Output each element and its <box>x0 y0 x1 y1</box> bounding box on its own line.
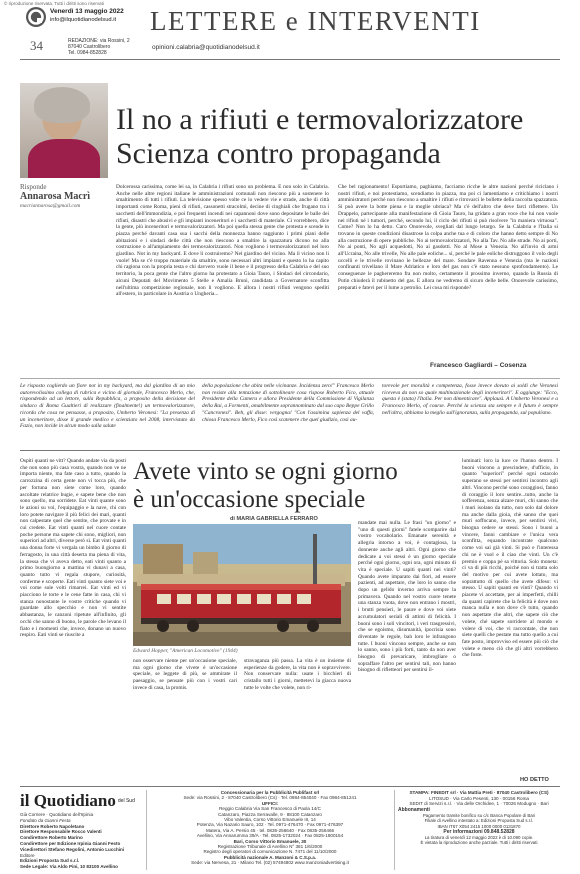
article-subcolumn-2: stravaganza più passa. La vita è un insieme di esperienze da godere, la vita non è sopravvivere. Non conservare nulla: usate i bicchieri di cristallo tutti i giorni, mettetevi la giacca nuova tutte le volte che volete, non ri- <box>244 658 351 691</box>
ads-line: UFFICI: <box>261 800 279 806</box>
ads-line: Registro degli operatori di comunicazione N. 7471 del 11/10/2000 <box>203 849 337 855</box>
ads-line: Sede: via Rossini, 2 · 87040 Castrolibero (Cs) · Tel. 0984-854040 · Fax 0984-851241 <box>183 795 357 801</box>
print-line: È vietata la riproduzione anche parziale. Tutti i diritti riservati <box>420 840 538 846</box>
quotidiano-logo-icon <box>26 7 46 27</box>
print-line: LITOSUD · Via Carlo Pesenti, 130 · 00156 Roma <box>429 795 529 801</box>
ads-line: Concessionaria per la Pubblicità Publifast srl <box>220 790 320 795</box>
print-line: SEDIT di Servizi s.r.l. · Via delle Orchidee, 1 · 70026 Modugno · Bari <box>409 801 549 807</box>
ads-line: Catanzaro, Piazza Serravalle, 9 · 88100 Catanzaro <box>218 811 322 817</box>
print-line: STAMPA: FINEDIT srl · Via Mattia Preti · 87040 Castrolibero (CS) <box>409 790 549 795</box>
article-column-right-2: luminati: loro la luce ce l'hanno dentro. I buoni vincono a prescindere, d'ufficio, in quanto "superiori" perché ogni ostacolo superano se stessi per sentirsi incontro agli altri. Vincono perché sono coraggiosi, fanno di coraggio il loro sentire...tutto, anche la sofferenza, senza alzare muri, chi sanno che i muri isolano da tutto, non solo dal dolore ma anche dalla gioia, chè sanno che quei muri soffocano, invece, per sentirsi vivi, bisogna cedere se stessi. Sono i buoni a vincere, fanni cambiare e l'unica vera sconfitta, equando incontrate qualcuno come voi sai già vinti. Si può e l'interessa chi ne è vuol e il ciao che vinti. Un c'è premio e coppa pè sa vittoria. Solo moneta: ci va di più ricchi, poiché non si tratta solo del motivo per cui avete lottato, ma soprattutto di quello che avete difeso: vi stesso. U sapiti quanti en vinti? Quando vi piacete vi accettate, per ai imperfetti, chilli da quanti capirete che la felicità è dove non manca nulla e non dove c'è tutto, quando non aspettate che altri, che sapete ciò che volete, ché sapete sorridere al mondo e volere di voi, che vi raccontate, che non siete quelli che pestate ma tutto quello a cui fate posto, improvviso ed essere più ciò che volete e meno ciò che gli altri vorrebbero che foste. <box>462 458 558 659</box>
ads-line: Avellino, Via Annarumma 39/A · Tel. 0825-1732024 · Fax 0825-1800154 <box>196 833 344 839</box>
ads-line: Bari, Corso Vittorio Emanuele, 30 <box>233 838 307 844</box>
redazione-city: 87040 Castrolibero <box>68 44 111 50</box>
ads-line: Sede: via Nervesa, 21 · Milano Tel. (02) 57494802 www.manzoniadvertising.it <box>191 860 349 866</box>
letter-column-1: Dolcerossa carissima, come lei sa, in Calabria i rifiuti sono un problema. E non solo in Calabria. Anche nelle altre regioni italiane le amministrazioni comunali non riescono più a sostenere lo smaltimento di tutti i rifiuti. La televisione spesso volte ce lo vedere vie e strade, anche di città importanti come Roma, pieni di rifiuti, cassonetti stracolmi, decine di cinghiali che frugano tra i sacchetti dell'immondizia, e poi frequenti incendi nei capannoni dove sono depositate le balle dei rifiuti, disastri che abusivi e gli impianti inceneritori e i sacchetti di materiale. Ci vorrebbero, dice la gente, più inceneritori e termovalorizzatori. Ma poi quella stessa gente che protesta e scende in piazza perché davanti casa sua i sacchi della monnezza hanno raggiunto i primi piani delle abitazioni e i sindaci delle città che non riescono a smaltire la spazzatura dicono no alla costruzione o all'ampiamento dei termovalorizzatori. Non vogliono i termovalorizzatori nel loro giardino. Not in my backyard. E dove li costruiremo? Nel giardino del vicino. Ma il vicino non li vuole! Ma se c'è troppo materiale da smaltire, sono necessari altri impianti e questo lo ha capito chi ragiona con la propria testa e chi davvero vuole il bene e il progresso della Calabria e del suo territorio, la poca gente che l'altro giorno ha protestato a Gioia Tauro, i Sindaci del circondario, alcuni Deputati del Movimento 5 Stelle e Amalia Bruni, candidata a Governatore sconfitta nell'ultima competizione regionale, non li vogliono. E allora i nostri rifiuti vengono spediti all'estero, in particolare in Austria o Ungheria... <box>116 184 329 298</box>
footer-logo-sub: del Sud <box>117 798 135 804</box>
letter-signature: Francesco Gagliardi – Cosenza <box>430 362 527 369</box>
ads-line: Vibo Valentia, Corso Vittorio Emanuele III, 14 <box>224 817 316 823</box>
painting-caption: Edward Hopper, "American Locomotive" (1944) <box>133 648 238 654</box>
footer-staff <box>20 812 140 870</box>
print-line: Abbonamenti <box>398 806 430 813</box>
print-line: Pagamento tramite bonifico su c/c Banca Popolare di Bari <box>422 812 536 818</box>
bottom-headline-line1: Avete vinto se ogni giorno <box>133 458 398 485</box>
staff-line: Vicedirettori Stefano Regolini, Antonio Lucchini <box>20 846 125 852</box>
article-subcolumn-1: non osservare niente per un'occasione speciale, ma ogni giorno che vivete è un'occasione speciale, se leggete di più, se ammirate il paesaggio, se pensate più con i vostri cari invece di casa, la promis. <box>133 658 237 691</box>
site-email[interactable]: info@ilquotidianodelsud.it <box>50 17 117 23</box>
article-column-right-1: mandate mai nulla. Le frasi "un giorno" e "uno di questi giorni" fatele scomparire dal vostro vocabolario. Emanate serenità e allegria intorno a voi, è contagiosa, la donnente anche agli altri. Ogni giorno che dedicate a voi stessi è un giorno speciale perché ogni giorno, ogni ora, ogni minuto di vita è speciale. U sapiti quanti nei vinti? Quando avete imparato dai fiori, ad essere pazienti, ad aspettare, che loro lo sanno che dopo un gelido inverno arriva sempre la primavera. Quando nel vostro cuore tenete una stanza vuota, dove non entrano i mostri, i brutti pensieri, le paure e dove voi siete accumulatori seriali di attimi di felicità. I buoni sono i soli vincitori, i veri trasgressivi, che se egoismo, disumanità, ipocrisia sono diventate le regole, bah loro le infrangono tutte. I buoni vincono sempre, anche se non lo sanno, sono i più forti, tanto da non aver bisogno di prevaricare, imbrogliare o sopraffare l'altro per sentirsi tali, non hanno bisogno di rifletteori per sentirsi il- <box>358 520 456 674</box>
ads-line: Matera, Via A. Persio 45 · tel. 0835-256640 · Fax 0835-256466 <box>205 827 335 833</box>
top-headline-line1: Il no a rifiuti e termovalorizzatore <box>116 103 524 136</box>
redazione-tel: Tel. 0984-852828 <box>68 50 107 56</box>
section-title: LETTERE e INTERVENTI <box>150 6 481 36</box>
author-email[interactable]: macriannarosa@gmail.com <box>20 203 81 209</box>
author-name: Annarosa Macrì <box>20 191 91 202</box>
bottom-headline-line2: è un'occasione speciale <box>133 486 366 513</box>
ads-line: Pubblicità nazionale A. Manzoni & C.S.p.a. <box>223 854 317 860</box>
article-signoff: HO DETTO <box>520 777 549 783</box>
staff-line: Sede Legale: Via Aldo Pini, 10 83100 Avellino <box>20 864 118 870</box>
print-line: IBAN IT67 X054 2415 1000 0000 0131870 <box>437 823 521 829</box>
edition-date: Venerdì 13 maggio 2022 <box>50 8 124 15</box>
print-line: Filiale di Avellino intestato a: Edizioni Proposta Sud s.r.l. <box>424 818 534 824</box>
footer-logo <box>20 792 135 810</box>
letter-column-2: Che bel ragionamento! Esportiamo, paghiamo, facciamo ricche le altre nazioni perché riciclano i nostri rifiuti, e noi protestiamo, scendiamo in piazza, ma poi ci lamentiamo e critichiamo i nostri amministratori perché non riescono a smaltire i rifiuti e ritrovarci le bollette della raccolta spazzatura. Si può avere la botte piena e la moglie ubriaca? Ma c'è dell'altro che deve farci riflettere. Un Drappelo, partecipante alla manifestazione di Gioia Tauro, ha gridato a gran voce che lui non vuole nei rifiuti né i tumori, perché, secondo lui, il ciclo dei rifiuti si può risolvere "in maniera virtuosa". Come? Non lo ha detto. Caro Onorevole, svegliati dal lungo letargo. Se la Calabria e l'Italia si trovano in queste condizioni disastrose la colpa anche tua e di coloro che hanno detto sempre di No alla costruzione di opere pubbliche. No ai termovalorizzatori, No alla Tav. No alle strade. No ai porti, No ai ponti, No agli acquedotti, No ai gasdotti. No al Mose a Venezia. No all'invio di armi all'Ucraina, No alle trivelle, No alle pale eoliche... sì, perché le pale eoliche distruggono il volo degli uccelli e le trivelle rovinano le bellezze del mare. Sondare Ravenna e Venezia (ma le nazioni confinanti trivellano il Mare Adriatico e loro del gas non c'è stato nessuno sprofondamento). Le conseguenze le paghereremo fra non molto, certamente il prossimo inverno, quando la Russia di Putin chiuderà il rubinetto del gas. E allora ne vedremo di sicuro delle belle. Onorevole carissimo, preparati e fatevi per il lume a petrolio. Lei cosa mi risponde? <box>338 184 558 291</box>
staff-line: Condirettore Roberto Marino <box>20 835 83 841</box>
print-line: La tiratura di venerdì 12 maggio 2022 è di 10.090 copie. <box>424 835 534 840</box>
staff-line: Già Corriere · Quotidiano dell'Irpinia <box>20 812 94 817</box>
ads-line: Registrazione Tribunale di Avellino N° 381 1/6/2000 <box>217 844 323 850</box>
copyright-notice: © riproduzione riservata. Tutti i diritti sono riservati <box>4 1 104 6</box>
byline: di MARIA GABRIELLA FERRARO <box>230 516 318 522</box>
lead-column: Ospiti quanti ne vitt? Quando andate via da posti che non sono più casa vostra, quando non ve ne importa niente, ma fate caso a tutto, quando la carrozzina di certa gente non vi tocca più, che per fortuna non siete come loro, quando ascoltate relatrice bugie, e sapete bene che non sono quello, ma sorridete. Eat vinti quante sono le azioni su voi, l'equipaggio e la nave, chi con loro potete navigare il più felici dei mari, quanti non calpestate quel che sentite, che provate e in cui credete. Eat vinti quanti nel cuore contate poche persone ma sapete chi sono, migliori, non superiori ad altri, diverse però sì. Eat vinti quanti una donna forte vi vergala un bimbo il giorno di ferragosto, in una città deserta ma piena di vita, la stessa che vi aveva detto, eati vinti quanto a primo buongiorno a mattina vi dunavi a casa, quanto tutto vi regala stupore, curiosità, conferme e scoperte. Eati vinti quanto siete voi e voi come sole volti rimarrei. Eat vinti ed vi piacciono le torte e le cene fatte in casa, chi vi stanza nonostante le vostre critiche quando vi guardate allo specchio e non vi sentite abbastanza, le canzoni ripetute all'infinito, gli occhi che sanno di buono, le parole che levano il fiato e i momenti che, invece, donano un nuovo respiro. Eati vinti se riuscite a <box>20 458 126 639</box>
page-number: 34 <box>30 38 43 53</box>
reply-column-2: della popolazione che abita nelle vicinanze. Incidenza zero!" Francesco Merlo non resiste alla tentazione di sottolineare cosa rispose Roberto Fico, attuale Presidente della Camera e allora Presidente della Commissione di Vigilanza della Rai, a Formenti, amabilmente soprannominato dal suo capo Beppe Grillo "Cancronesi". Beh, gli disse: vergogna! "Con l'assimina sapienza del vaffa, chiosa Francesco Merlo, Fico così scatenere che quel giudizio, così au- <box>202 383 374 423</box>
staff-line: Edizioni Proposta Sud s.r.l. <box>20 858 80 864</box>
reply-label: Risponde <box>20 183 47 191</box>
footer-ads <box>150 790 390 866</box>
reply-column-3: torevole per moralità e competenza, fosse invece dovuto ai soldi che Veronesi riceveva da non so quale multinazionale degli inceneritori". E aggiunge: "Ecco, questa è (stata) l'Italia. Per non dimenticare". Applausi. A Umberto Veronesi e a Francesco Merlo, of course. Perché la scienza sta sempre e il futuro è sempre nell'altra, abbiamo la meglio sull'ignoranza, sulla propaganda, sul populismo. <box>382 383 558 416</box>
locomotive-painting <box>133 524 351 646</box>
top-headline-line2: Scienza contro propaganda <box>116 137 441 170</box>
staff-line: Fondato da Gianni Festa <box>20 817 71 823</box>
ads-line: Potenza, Via Nazario Sauro, 102 · Tel. 0971-476470 · Fax 0971-476397 <box>196 822 344 828</box>
author-photo <box>20 83 108 178</box>
ads-line: Reggio Calabria Via San Francesco di Paola 14/C <box>219 806 321 812</box>
footer-print <box>398 790 560 846</box>
reply-column-1: Le risposto coglierdo un fiore not in my backyard, ma dal giardino di un mio autorevolissimo collega di rubrica e vicino di giornale, Francesco Merlo, che, rispondendo ad un lettore, sulla Repubblica, a proposito della decisione del sindaco di Roma Gualtieri di realizzare (finalmente!) un termovalorizzatore, ricorda che cosa ne pensasse, a proposito, Umberto Veronesi: "La presenza di un inceneritore, disse il grande medico e scienziato nel 2008, intervistato da Fazio, non incide in alcun modo sulla salute <box>20 383 195 430</box>
print-line: Per informazioni 09.848.52828 <box>443 829 515 835</box>
staff-line: Direttore Roberto Napoletano <box>20 823 85 829</box>
staff-line: Direttore Responsabile Rocco Valenti <box>20 829 102 835</box>
opinioni-email[interactable]: opinioni.calabria@quotidianodelsud.it <box>152 44 260 51</box>
redazione-address: REDAZIONE: via Rossini, 2 <box>68 38 130 44</box>
footer-logo-text: il Quotidiano <box>20 791 116 810</box>
staff-line: Condirettore per Edizione Irpinia Gianni Festo <box>20 840 121 846</box>
staff-line: Editore <box>20 852 35 858</box>
